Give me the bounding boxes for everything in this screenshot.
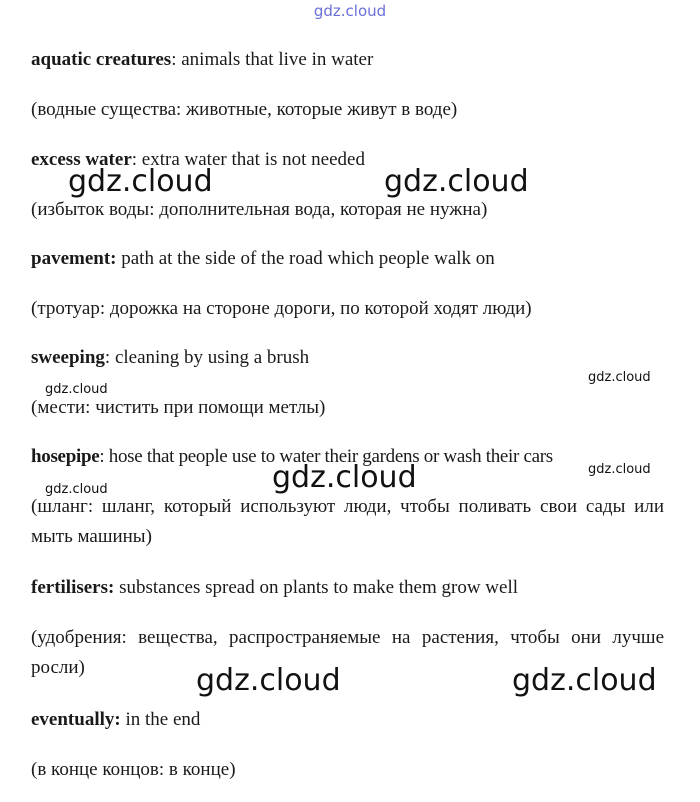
watermark: gdz.cloud	[68, 164, 213, 199]
entry-aquatic-creatures	[31, 45, 664, 75]
translation-hosepipe: (шланг: шланг, который используют люди, чтобы поливать свои сады или мыть машины)	[31, 496, 664, 547]
term: pavement:	[31, 248, 117, 269]
watermark: gdz.cloud	[512, 663, 657, 698]
term: eventually:	[31, 709, 121, 730]
definition: in the end	[120, 709, 201, 730]
entry-eventually	[31, 705, 664, 735]
term-separator: :	[131, 149, 138, 170]
translation-eventually: (в конце концов: в конце)	[31, 759, 236, 780]
term: fertilisers:	[31, 577, 115, 598]
translation-pavement: (тротуар: дорожка на стороне дороги, по которой ходят люди)	[31, 298, 532, 319]
entry-pavement	[31, 244, 664, 274]
term-separator: :	[171, 49, 177, 70]
definition: cleaning by using a brush	[110, 347, 310, 368]
translation-aquatic-creatures: (водные существа: животные, которые живут в воде)	[31, 99, 458, 120]
translation-sweeping: (мести: чистить при помощи метлы)	[31, 397, 326, 418]
term: aquatic creatures	[31, 49, 172, 70]
entry-fertilisers	[31, 573, 664, 603]
translation-fertilisers: (удобрения: вещества, распространяемые на растения, чтобы они лучше росли)	[31, 627, 664, 678]
watermark: gdz.cloud	[45, 482, 108, 497]
definition: hose that people use to water their gardens or wash their cars	[104, 446, 553, 467]
watermark: gdz.cloud	[196, 663, 341, 698]
term: excess water	[31, 149, 132, 170]
term: hosepipe	[31, 446, 100, 467]
watermark: gdz.cloud	[45, 382, 108, 397]
header-watermark: gdz.cloud	[313, 2, 387, 20]
watermark: gdz.cloud	[272, 460, 417, 495]
watermark: gdz.cloud	[384, 164, 529, 199]
term-separator: :	[99, 446, 105, 467]
definition: animals that live in water	[176, 49, 374, 70]
definition: path at the side of the road which people walk on	[116, 248, 495, 269]
watermark: gdz.cloud	[588, 462, 651, 477]
definition: extra water that is not needed	[137, 149, 365, 170]
translation-excess-water: (избыток воды: дополнительная вода, которая не нужна)	[31, 199, 488, 220]
term-separator: :	[104, 347, 111, 368]
definition: substances spread on plants to make them grow well	[114, 577, 519, 598]
term: sweeping	[31, 347, 105, 368]
watermark: gdz.cloud	[588, 370, 651, 385]
entry-sweeping	[31, 343, 664, 373]
